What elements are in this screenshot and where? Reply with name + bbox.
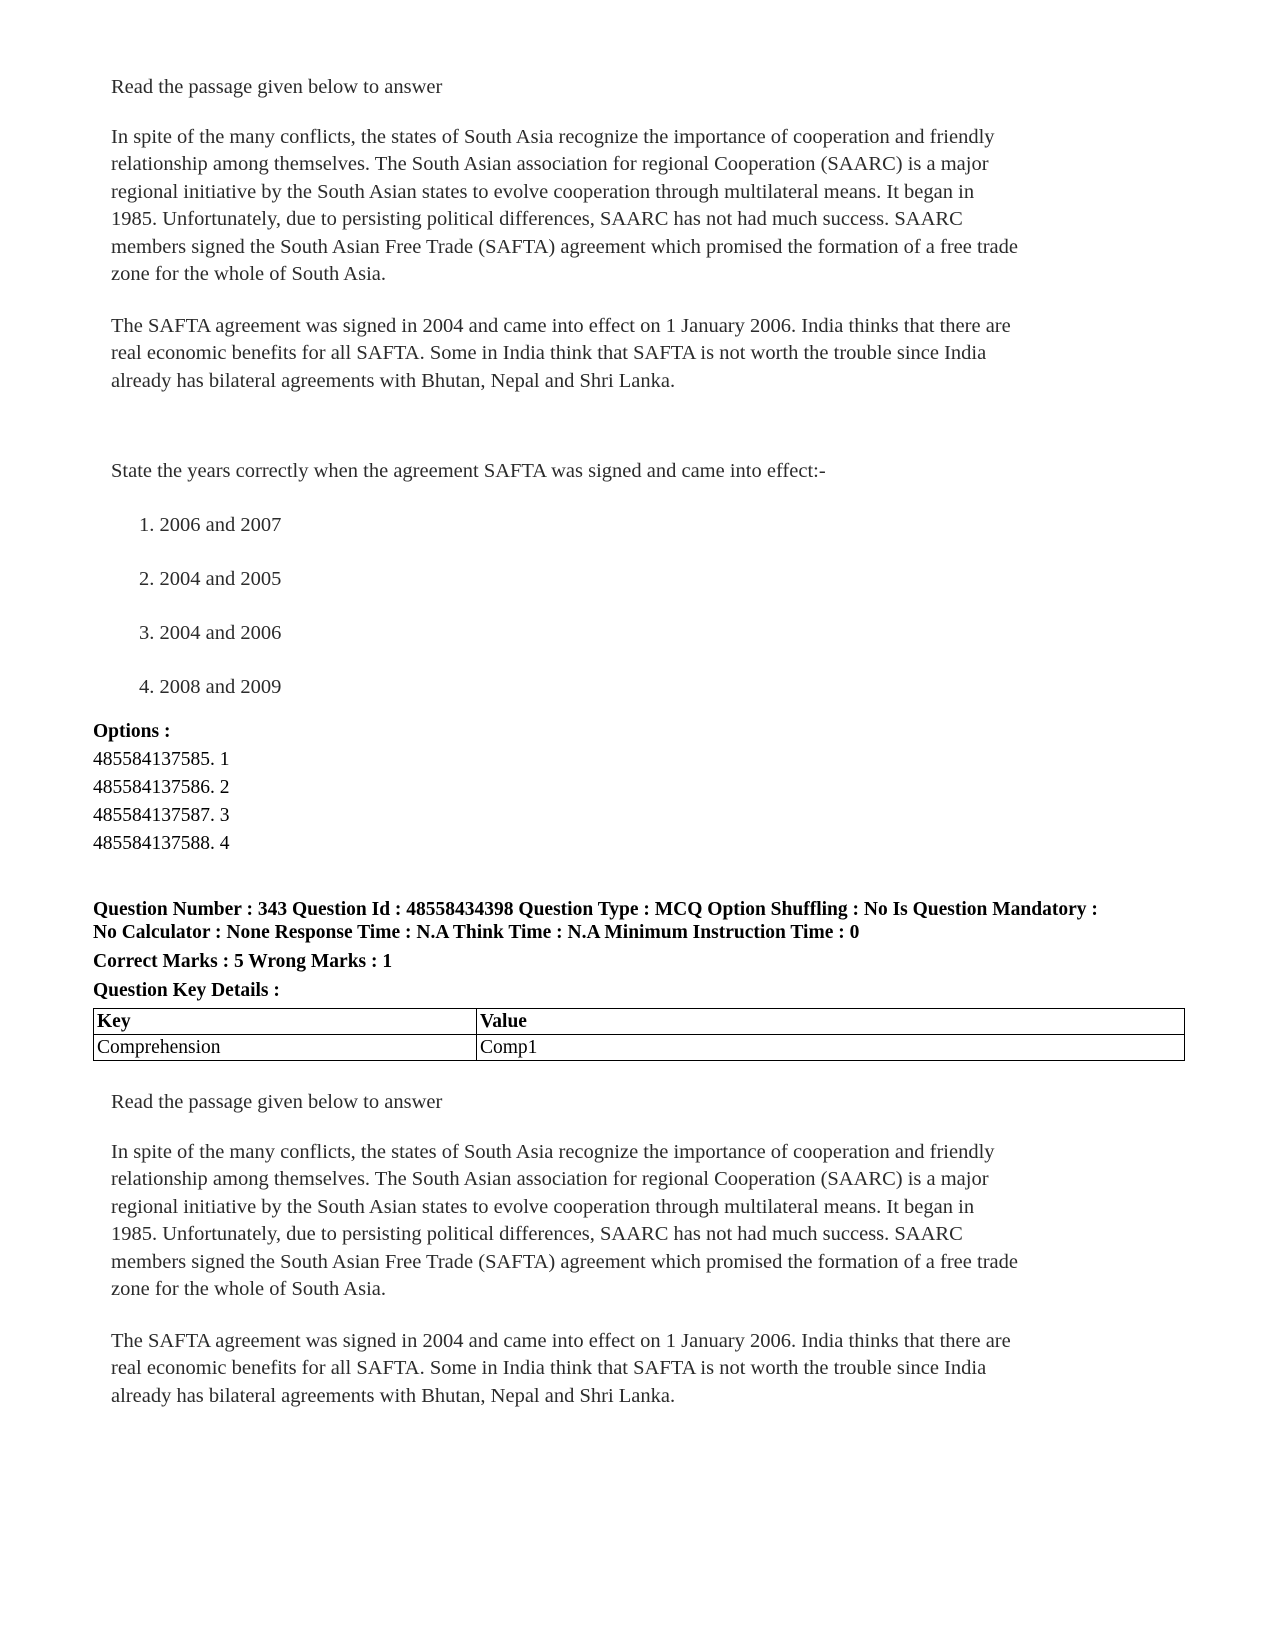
table-cell: Comprehension [94, 1035, 477, 1061]
option-item: 485584137587. 3 [93, 805, 230, 826]
passage-paragraph-1 [111, 1139, 1181, 1304]
choice-item: 4. 2008 and 2009 [139, 676, 282, 698]
passage-line: The SAFTA agreement was signed in 2004 and came into effect on 1 January 2006. India thinks that there are [111, 314, 1011, 337]
passage-line: members signed the South Asian Free Trade (SAFTA) agreement which promised the formation of a free trade [111, 235, 1018, 258]
passage-line: relationship among themselves. The South Asian association for regional Cooperation (SAARC) is a major [111, 1168, 989, 1190]
passage-line: zone for the whole of South Asia. [111, 263, 386, 285]
meta-line: Question Number : 343 Question Id : 48558434398 Question Type : MCQ Option Shuffling : No Is Question Mandatory : [93, 899, 1098, 920]
passage-line: 1985. Unfortunately, due to persisting political differences, SAARC has not had much success. SAARC [111, 208, 963, 230]
key-details-table [93, 1008, 1185, 1061]
passage-line: 1985. Unfortunately, due to persisting political differences, SAARC has not had much success. SAARC [111, 1223, 963, 1245]
passage-line: relationship among themselves. The South Asian association for regional Cooperation (SAARC) is a major [111, 153, 989, 175]
marks-line: Correct Marks : 5 Wrong Marks : 1 [93, 951, 393, 972]
question-meta [93, 898, 1193, 1002]
passage-line: The SAFTA agreement was signed in 2004 and came into effect on 1 January 2006. India thinks that there are [111, 1329, 1011, 1352]
passage-line: already has bilateral agreements with Bhutan, Nepal and Shri Lanka. [111, 1384, 676, 1407]
choice-item: 2. 2004 and 2005 [139, 568, 282, 590]
column-header-key: Key [94, 1009, 477, 1035]
table-cell: Comp1 [477, 1035, 1185, 1061]
choice-list [139, 512, 281, 728]
meta-line: No Calculator : None Response Time : N.A Think Time : N.A Minimum Instruction Time : 0 [93, 922, 860, 943]
options-block [93, 718, 230, 858]
option-item: 485584137585. 1 [93, 749, 230, 770]
passage-line: members signed the South Asian Free Trade (SAFTA) agreement which promised the formation of a free trade [111, 1250, 1018, 1273]
passage-block [111, 74, 1181, 419]
passage-paragraph-1 [111, 124, 1181, 289]
passage-line: real economic benefits for all SAFTA. Some in India think that SAFTA is not worth the trouble since India [111, 342, 987, 364]
passage-line: In spite of the many conflicts, the states of South Asia recognize the importance of cooperation and friendly [111, 1140, 995, 1163]
passage-line: regional initiative by the South Asian states to evolve cooperation through multilateral means. It began in [111, 1195, 975, 1218]
passage-line: zone for the whole of South Asia. [111, 1278, 386, 1300]
table-row [94, 1035, 1185, 1061]
passage-paragraph-2 [111, 1328, 1181, 1411]
passage-intro: Read the passage given below to answer [111, 76, 443, 98]
passage-intro: Read the passage given below to answer [111, 1091, 443, 1113]
passage-line: In spite of the many conflicts, the states of South Asia recognize the importance of cooperation and friendly [111, 125, 995, 148]
option-item: 485584137588. 4 [93, 833, 230, 854]
passage-line: real economic benefits for all SAFTA. Some in India think that SAFTA is not worth the trouble since India [111, 1357, 987, 1379]
question-stem: State the years correctly when the agreement SAFTA was signed and came into effect:- [111, 460, 826, 482]
column-header-value: Value [477, 1009, 1185, 1035]
options-heading: Options : [93, 721, 171, 742]
key-details-heading: Question Key Details : [93, 980, 280, 1001]
table-header-row [94, 1009, 1185, 1035]
passage-paragraph-2 [111, 313, 1181, 396]
passage-line: already has bilateral agreements with Bhutan, Nepal and Shri Lanka. [111, 369, 676, 392]
option-item: 485584137586. 2 [93, 777, 230, 798]
passage-block [111, 1089, 1181, 1434]
choice-item: 1. 2006 and 2007 [139, 514, 282, 536]
passage-line: regional initiative by the South Asian states to evolve cooperation through multilateral means. It began in [111, 180, 975, 203]
choice-item: 3. 2004 and 2006 [139, 622, 282, 644]
